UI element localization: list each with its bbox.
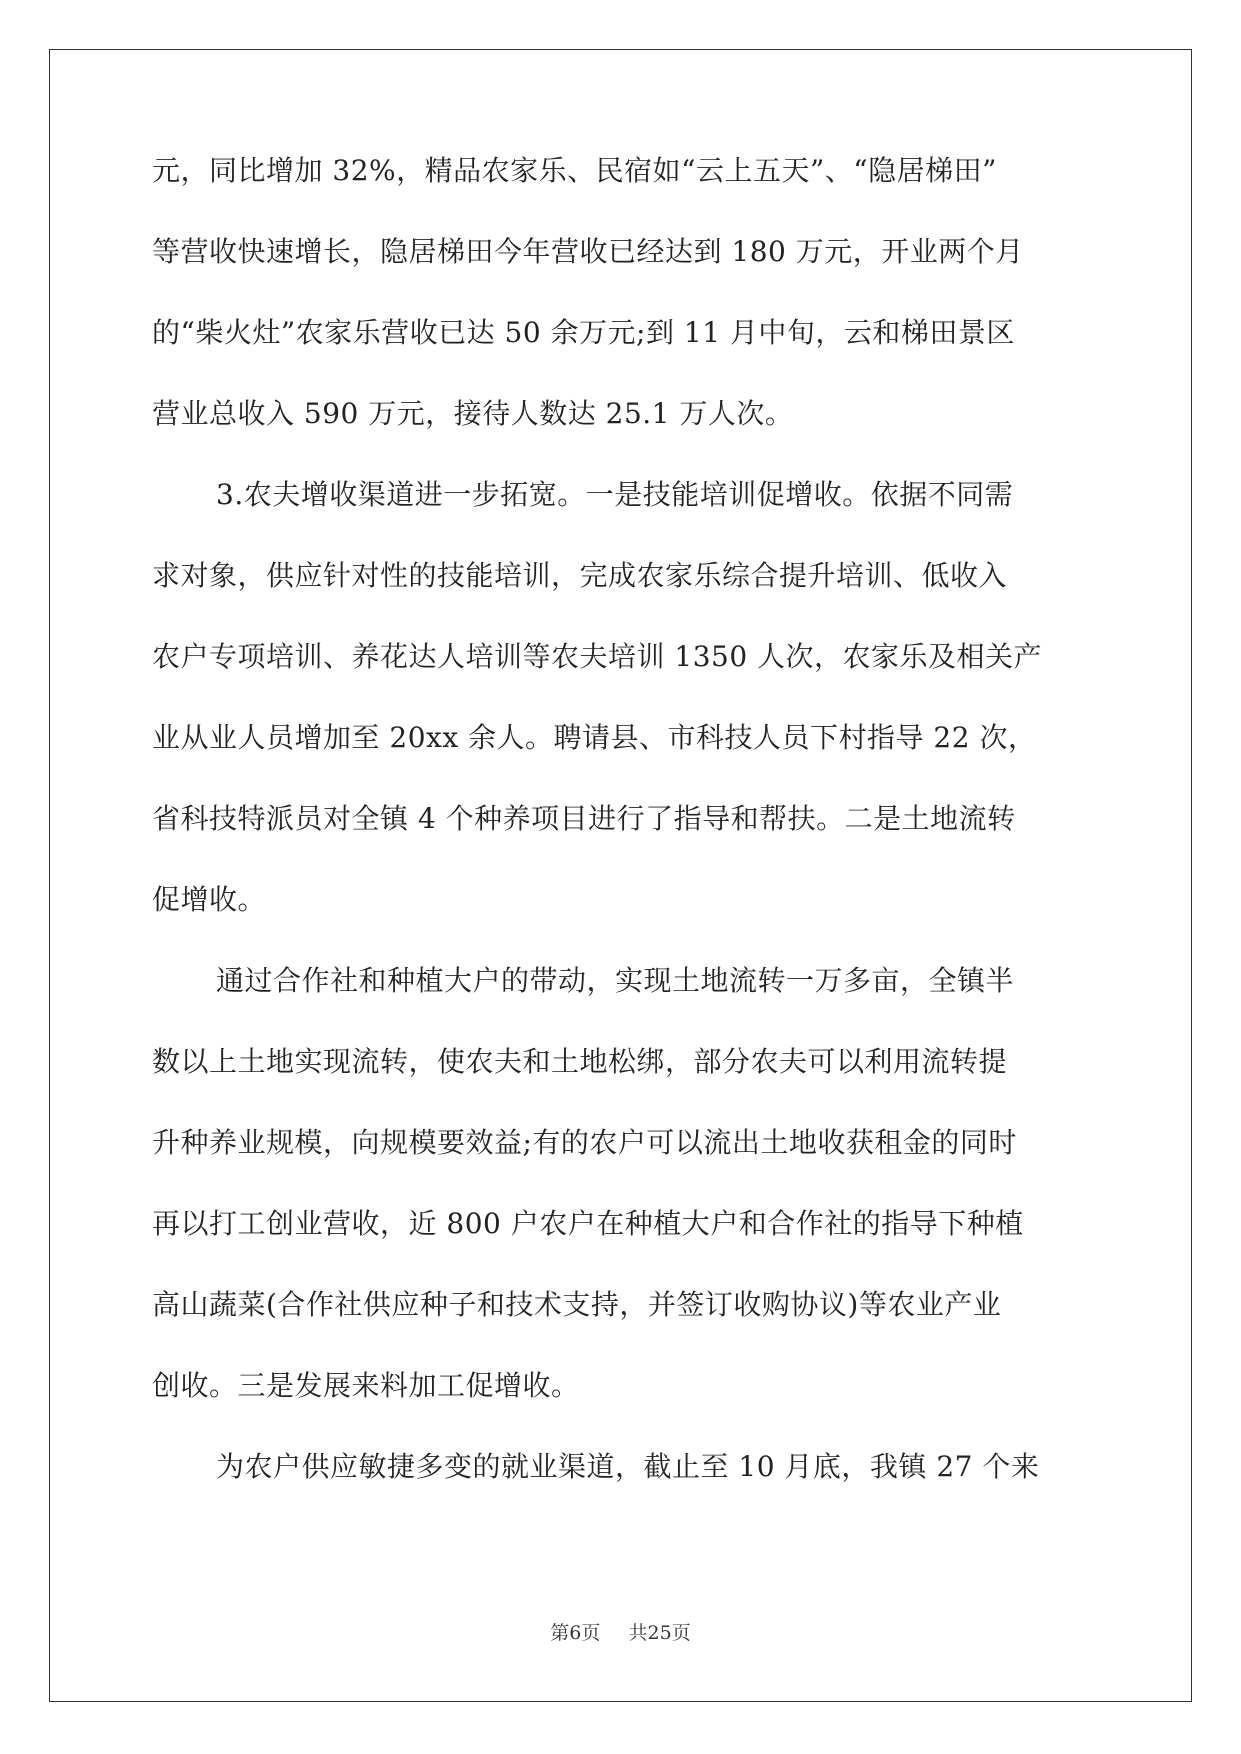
page-footer bbox=[0, 1618, 1241, 1645]
text-line: 营业总收入 590 万元，接待人数达 25.1 万人次。 bbox=[152, 397, 794, 430]
text-line: 数以上土地实现流转，使农夫和土地松绑，部分农夫可以利用流转提 bbox=[152, 1045, 1008, 1078]
text-line: 升种养业规模，向规模要效益;有的农户可以流出土地收获租金的同时 bbox=[152, 1126, 1017, 1159]
text-line: 高山蔬菜(合作社供应种子和技术支持，并签订收购协议)等农业产业 bbox=[152, 1288, 1002, 1321]
document-body bbox=[152, 152, 1092, 1485]
page-number: 第6页 bbox=[550, 1622, 601, 1644]
text-line: 再以打工创业营收，近 800 户农户在种植大户和合作社的指导下种植 bbox=[152, 1207, 1024, 1240]
text-line: 促增收。 bbox=[152, 883, 267, 916]
text-line: 农户专项培训、养花达人培训等农夫培训 1350 人次，农家乐及相关产 bbox=[152, 640, 1043, 673]
text-line: 通过合作社和种植大户的带动，实现土地流转一万多亩，全镇半 bbox=[216, 964, 1015, 997]
text-line: 为农户供应敏捷多变的就业渠道，截止至 10 月底，我镇 27 个来 bbox=[216, 1450, 1040, 1483]
text-line: 3.农夫增收渠道进一步拓宽。一是技能培训促增收。依据不同需 bbox=[216, 478, 1014, 511]
text-line: 等营收快速增长，隐居梯田今年营收已经达到 180 万元，开业两个月 bbox=[152, 235, 1024, 268]
text-line: 创收。三是发展来料加工促增收。 bbox=[152, 1369, 580, 1402]
text-line: 省科技特派员对全镇 4 个种养项目进行了指导和帮扶。二是土地流转 bbox=[152, 802, 1016, 835]
text-line: 业从业人员增加至 20xx 余人。聘请县、市科技人员下村指导 22 次， bbox=[152, 721, 1037, 754]
text-line: 元，同比增加 32%，精品农家乐、民宿如“云上五天”、“隐居梯田” bbox=[152, 154, 997, 187]
text-line: 的“柴火灶”农家乐营收已达 50 余万元;到 11 月中旬，云和梯田景区 bbox=[152, 316, 1015, 349]
total-pages: 共25页 bbox=[628, 1622, 691, 1644]
text-line: 求对象，供应针对性的技能培训，完成农家乐综合提升培训、低收入 bbox=[152, 559, 1008, 592]
